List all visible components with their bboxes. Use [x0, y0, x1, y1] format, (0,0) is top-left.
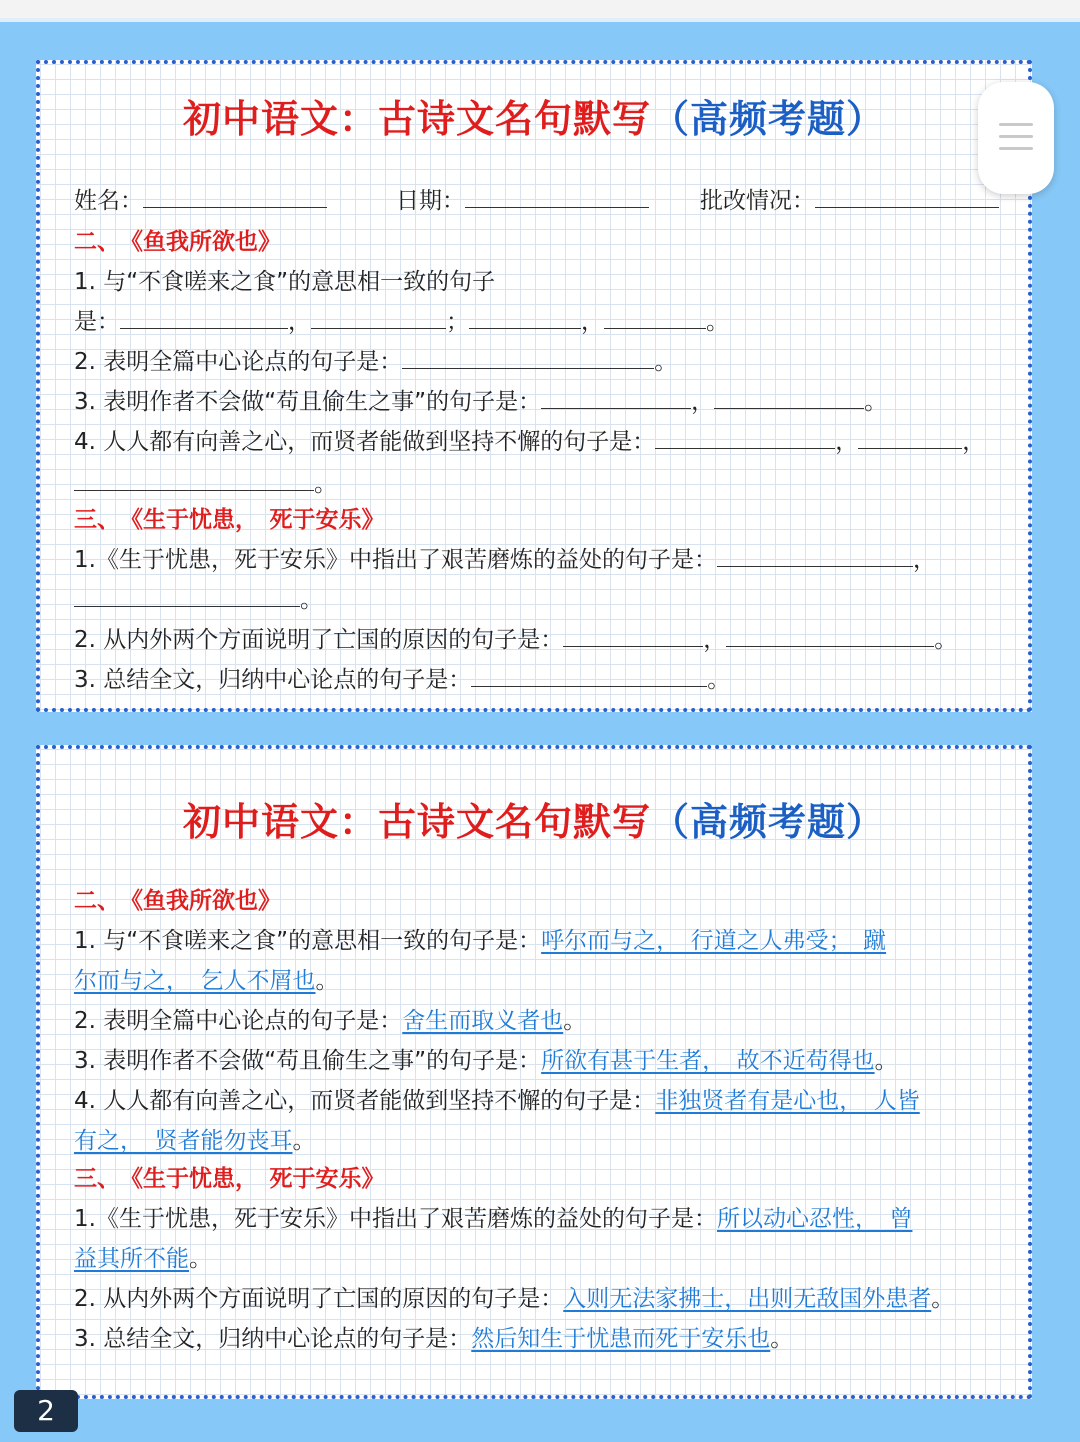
answer: 所欲有甚于生者， 故不近苟得也 [541, 1048, 875, 1074]
punct: 。 [654, 349, 678, 375]
s2-q2-text: 2. 表明全篇中心论点的句子是： [74, 1008, 403, 1034]
name-field[interactable] [74, 182, 327, 215]
s2-q4-cont [74, 468, 337, 500]
punct: 。 [315, 968, 339, 994]
top-strip [0, 0, 1080, 18]
s3-q1 [74, 544, 936, 576]
punct: 。 [189, 1246, 212, 1272]
answer: 非独贤者有是心也， 人皆 [655, 1088, 920, 1114]
top-strip-shadow [0, 18, 1080, 22]
punct: ， [835, 429, 859, 455]
punct: ， [581, 309, 604, 335]
worksheet-card-blank [36, 60, 1032, 712]
worksheet-card-answers [36, 745, 1032, 1399]
punct: ； [446, 309, 469, 335]
sheet-title [40, 791, 1028, 846]
answer: 所以动心忍性， 曾 [716, 1206, 913, 1232]
review-blank[interactable] [815, 185, 999, 208]
s2-q3-text: 3. 表明作者不会做“苟且偷生之事”的句子是： [74, 389, 542, 415]
s3-q1-cont [74, 1243, 212, 1275]
s2-q2 [74, 346, 677, 378]
s2-q4-text: 4. 人人都有向善之心，而贤者能做到坚持不懈的句子是： [74, 429, 656, 455]
section3-heading: 三、 《生于忧患， 死于安乐》 [74, 1166, 385, 1192]
s3-q1-text: 1.《生于忧患，死于安乐》中指出了艰苦磨炼的益处的句子是： [74, 1206, 717, 1232]
s3-q3 [74, 1323, 793, 1355]
title-main: 初中语文：古诗文名句默写 [182, 97, 651, 141]
blank[interactable] [563, 624, 703, 647]
blank[interactable] [541, 386, 691, 409]
answer: 有之， 贤者能勿丧耳 [74, 1128, 293, 1154]
blank[interactable] [74, 468, 314, 491]
blank[interactable] [471, 664, 707, 687]
s2-q1-cont [74, 965, 339, 997]
answer: 呼尔而与之， 行道之人弗受； 蹴 [541, 928, 887, 954]
s3-q1 [74, 1203, 912, 1235]
punct: ， [962, 429, 986, 455]
review-label: 批改情况： [700, 188, 815, 214]
punct: 。 [931, 1286, 955, 1312]
blank[interactable] [311, 306, 446, 329]
punct: 。 [563, 1008, 587, 1034]
s2-q4 [74, 426, 985, 458]
blank[interactable] [717, 544, 913, 567]
s2-q1-text: 1. 与“不食嗟来之食”的意思相一致的句子 [74, 269, 496, 295]
s2-q4 [74, 1085, 920, 1117]
s3-q3-text: 3. 总结全文，归纳中心论点的句子是： [74, 667, 472, 693]
punct: 。 [864, 389, 888, 415]
s3-q2 [74, 624, 957, 656]
date-label: 日期： [396, 188, 465, 214]
blank[interactable] [604, 306, 706, 329]
review-field[interactable] [700, 182, 999, 215]
name-blank[interactable] [143, 185, 327, 208]
hamburger-menu-icon[interactable] [978, 82, 1054, 194]
s2-q3 [74, 386, 887, 418]
name-label: 姓名： [74, 188, 143, 214]
blank[interactable] [469, 306, 581, 329]
s3-q2-text: 2. 从内外两个方面说明了亡国的原因的句子是： [74, 1286, 564, 1312]
section2-heading: 二、 《鱼我所欲也》 [74, 229, 281, 255]
s2-q3 [74, 1045, 898, 1077]
s3-q3 [74, 664, 730, 696]
s2-q2-text: 2. 表明全篇中心论点的句子是： [74, 349, 403, 375]
punct: 。 [874, 1048, 898, 1074]
blank[interactable] [714, 386, 864, 409]
title-tag: （高频考题） [651, 97, 886, 141]
punct: 。 [770, 1326, 794, 1352]
s3-q1-text: 1.《生于忧患，死于安乐》中指出了艰苦磨炼的益处的句子是： [74, 547, 717, 573]
blank[interactable] [858, 426, 962, 449]
answer: 益其所不能 [74, 1246, 189, 1272]
s3-q2-text: 2. 从内外两个方面说明了亡国的原因的句子是： [74, 627, 564, 653]
punct: 。 [707, 667, 731, 693]
s3-q2 [74, 1283, 954, 1315]
blank[interactable] [120, 306, 288, 329]
punct: ， [703, 627, 727, 653]
punct: 。 [314, 471, 337, 497]
answer: 尔而与之， 乞人不屑也 [74, 968, 316, 994]
date-field[interactable] [396, 182, 649, 215]
s2-q1-label: 是： [74, 309, 120, 335]
date-blank[interactable] [465, 185, 649, 208]
section3-heading: 三、 《生于忧患， 死于安乐》 [74, 507, 385, 533]
s2-q1: 1. 与“不食嗟来之食”的意思相一致的句子是：呼尔而与之， 行道之人弗受； 蹴 [74, 928, 887, 954]
punct: 。 [292, 1128, 316, 1154]
s2-q3-text: 3. 表明作者不会做“苟且偷生之事”的句子是： [74, 1048, 542, 1074]
s2-q4-cont [74, 1125, 316, 1157]
menu-bar [999, 123, 1033, 126]
page-number-badge: 2 [14, 1390, 78, 1432]
s2-q1-blanks [74, 306, 729, 338]
s3-q1-cont [74, 584, 323, 616]
blank[interactable] [74, 584, 300, 607]
answer: 入则无法家拂士，出则无敌国外患者 [563, 1286, 932, 1312]
blank[interactable] [402, 346, 654, 369]
section2-heading: 二、 《鱼我所欲也》 [74, 888, 281, 914]
blank[interactable] [655, 426, 835, 449]
menu-bar [999, 135, 1033, 138]
punct: ， [912, 547, 936, 573]
title-main: 初中语文：古诗文名句默写 [182, 800, 651, 844]
punct: ， [691, 389, 715, 415]
punct: ， [288, 309, 311, 335]
sheet-title [40, 88, 1028, 143]
punct: 。 [300, 587, 323, 613]
s2-q4-text: 4. 人人都有向善之心，而贤者能做到坚持不懈的句子是： [74, 1088, 656, 1114]
s2-q1-text: 1. 与“不食嗟来之食”的意思相一致的句子 [74, 928, 496, 954]
menu-bar [999, 147, 1033, 150]
s2-q2 [74, 1005, 586, 1037]
title-tag: （高频考题） [651, 800, 886, 844]
answer: 然后知生于忧患而死于安乐也 [471, 1326, 771, 1352]
s3-q3-text: 3. 总结全文，归纳中心论点的句子是： [74, 1326, 472, 1352]
blank[interactable] [726, 624, 934, 647]
punct: 。 [934, 627, 958, 653]
answer: 舍生而取义者也 [402, 1008, 564, 1034]
punct: 。 [706, 309, 729, 335]
